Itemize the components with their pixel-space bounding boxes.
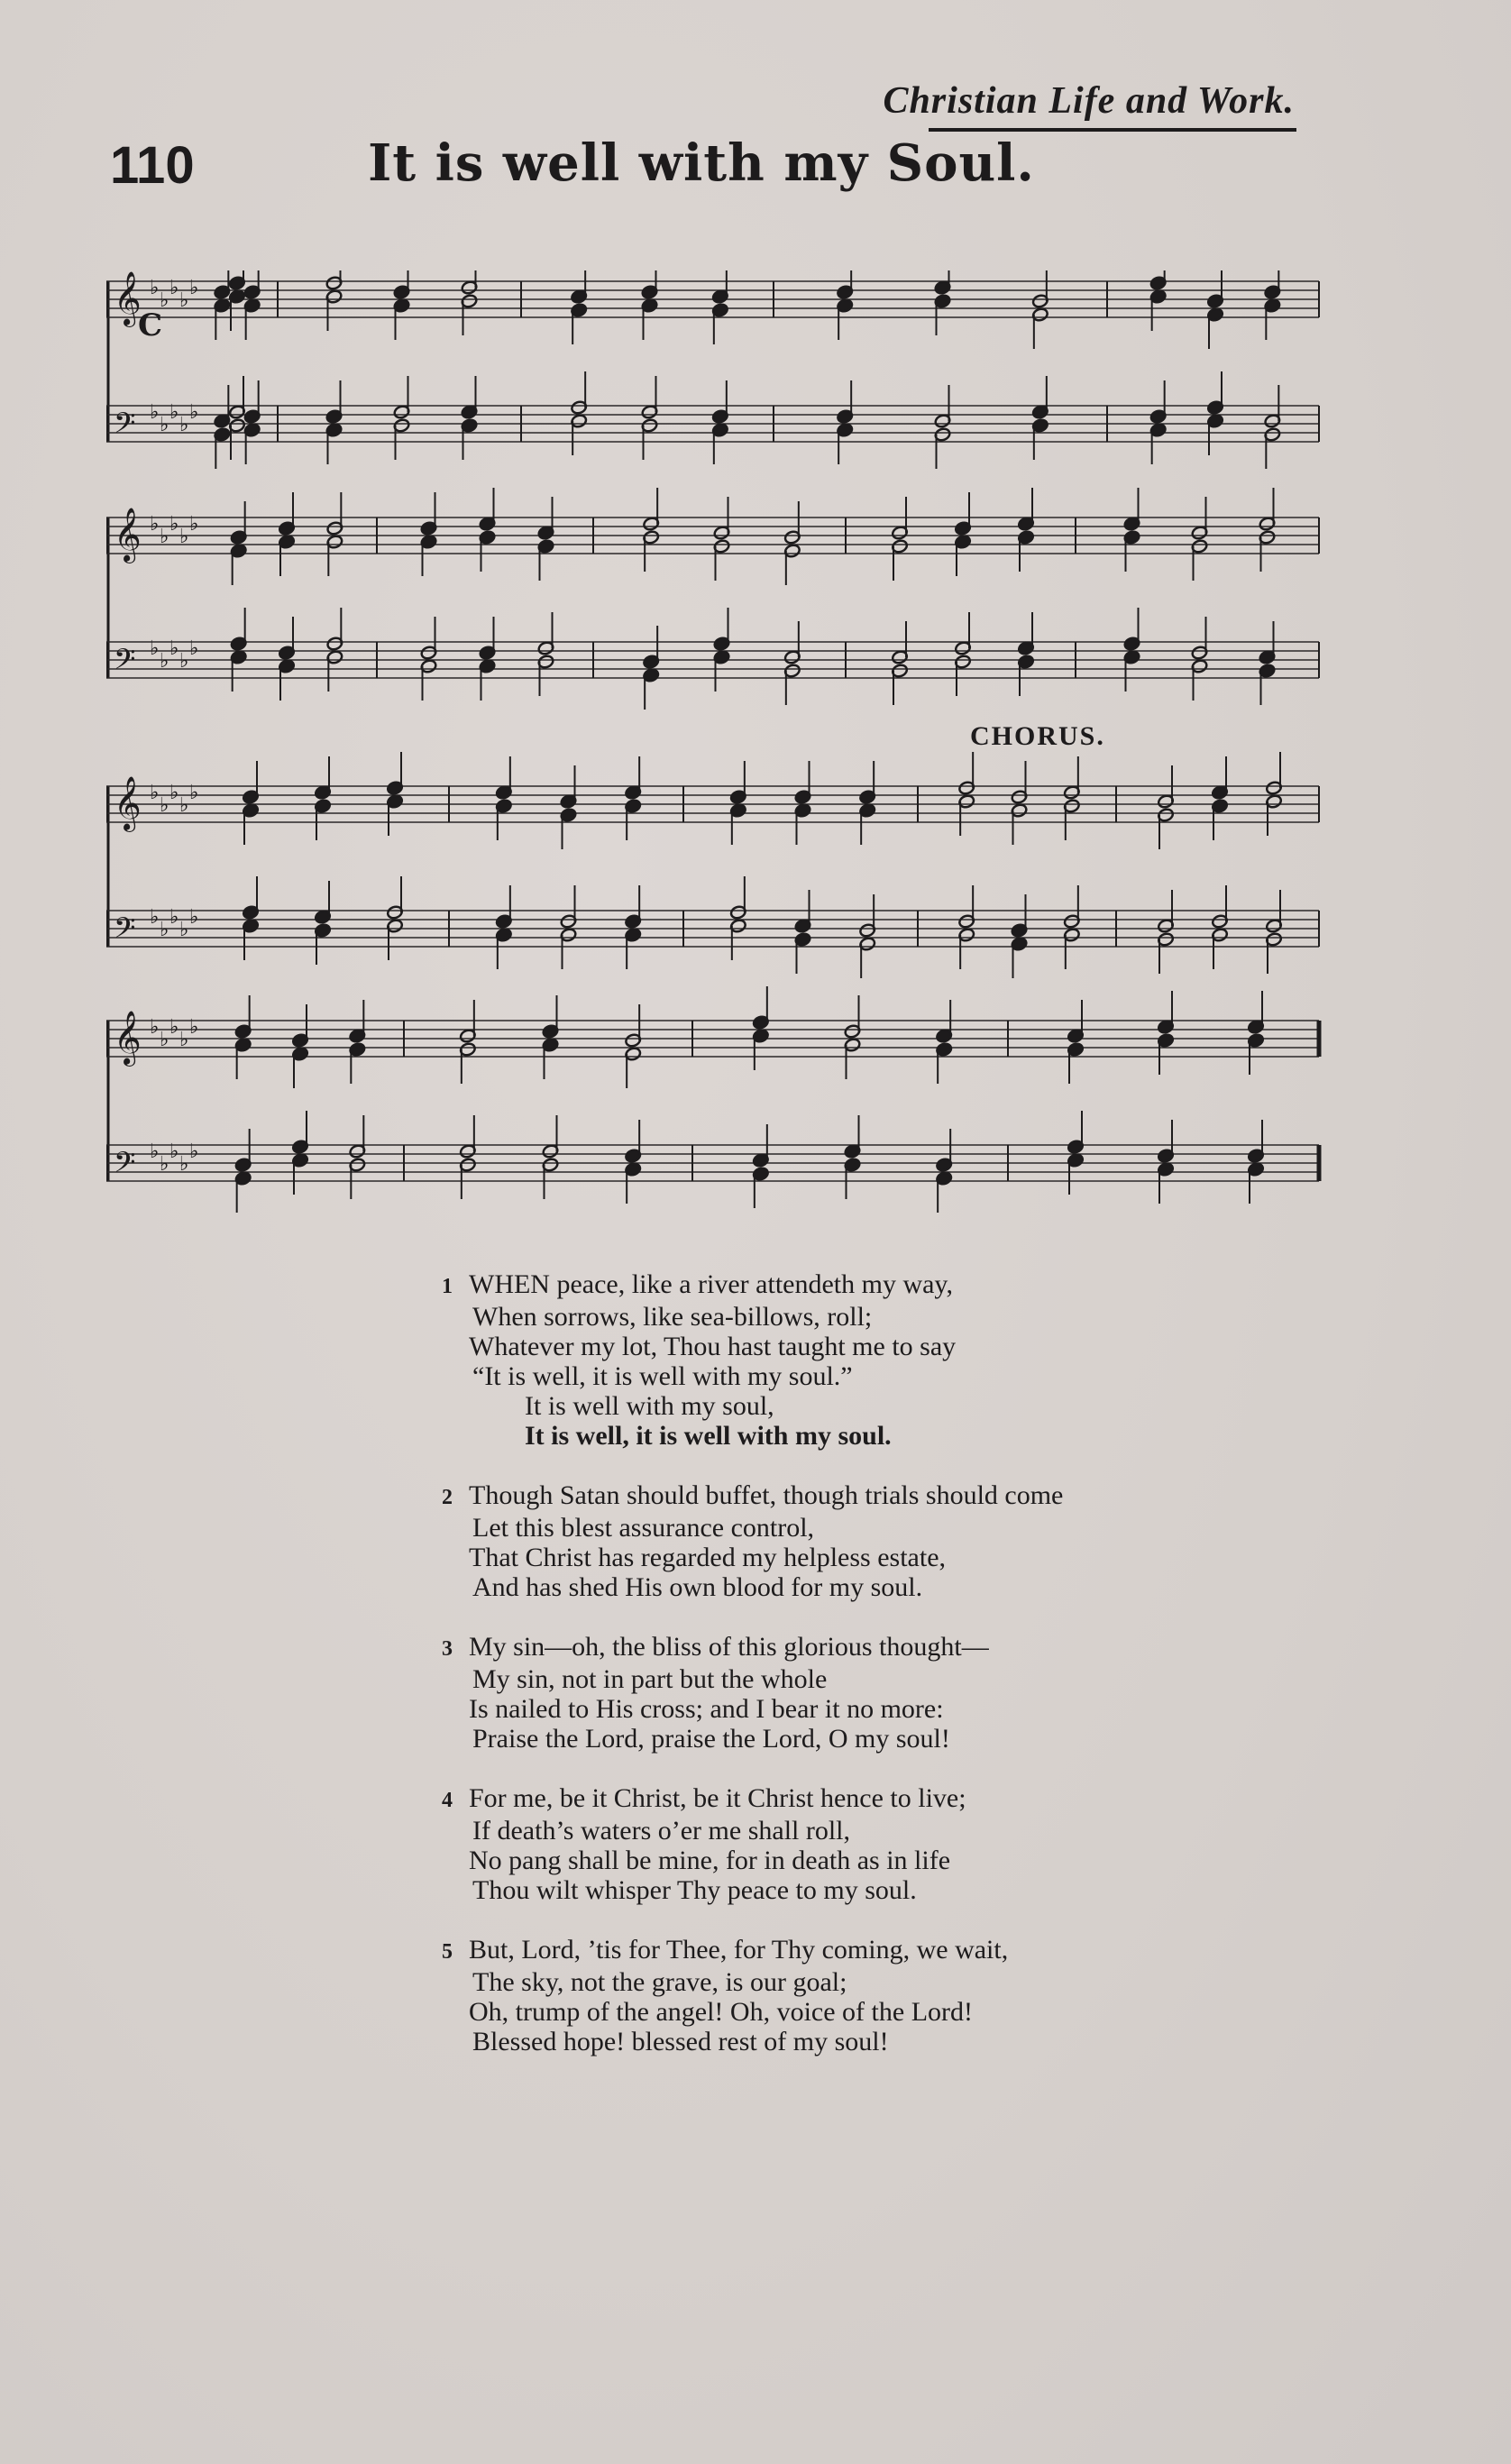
verse-text: Is nailed to His cross; and I bear it no more: xyxy=(469,1694,944,1724)
verse-line xyxy=(415,1783,1226,1816)
flat-icon: ♭ xyxy=(160,1153,169,1176)
common-time-icon: C xyxy=(138,307,163,343)
verse-line: It is well with my soul, xyxy=(525,1391,774,1421)
verse-text: Whatever my lot, Thou hast taught me to say xyxy=(469,1332,957,1361)
flat-icon: ♭ xyxy=(189,637,199,660)
flat-icon: ♭ xyxy=(179,1029,189,1051)
verse-line: When sorrows, like sea-billows, roll; xyxy=(472,1302,873,1332)
section-heading: Christian Life and Work. xyxy=(883,80,1295,122)
verse-5 xyxy=(415,1935,1226,2056)
flat-icon: ♭ xyxy=(179,1153,189,1176)
flat-icon: ♭ xyxy=(160,414,169,436)
verse-text: My sin—oh, the bliss of this glorious thought— xyxy=(469,1632,989,1662)
verse-3 xyxy=(415,1632,1226,1754)
verse-line: Blessed hope! blessed rest of my soul! xyxy=(472,2027,889,2056)
verse-line: The sky, not the grave, is our goal; xyxy=(472,1967,847,1997)
verse-line xyxy=(415,1543,1226,1572)
flat-icon: ♭ xyxy=(189,782,199,804)
flat-icon: ♭ xyxy=(189,1016,199,1039)
verse-text: No pang shall be mine, for in death as in life xyxy=(469,1846,951,1875)
bass-clef-icon: 𝄢 xyxy=(114,407,136,446)
flat-icon: ♭ xyxy=(150,782,160,804)
verse-line xyxy=(415,1694,1226,1724)
flat-icon: ♭ xyxy=(150,637,160,660)
flat-icon: ♭ xyxy=(169,1016,179,1039)
treble-clef-icon: 𝄞 xyxy=(114,271,142,325)
bass-clef-icon: 𝄢 xyxy=(114,1146,136,1186)
flat-icon: ♭ xyxy=(169,401,179,424)
flat-icon: ♭ xyxy=(179,289,189,312)
flat-icon: ♭ xyxy=(189,1140,199,1163)
verse-line: Praise the Lord, praise the Lord, O my soul! xyxy=(472,1724,950,1754)
heading-rule xyxy=(929,128,1296,132)
flat-icon: ♭ xyxy=(169,1140,179,1163)
flat-icon: ♭ xyxy=(160,526,169,548)
verse-line xyxy=(415,1846,1226,1875)
treble-clef-icon: 𝄞 xyxy=(114,1011,142,1065)
flat-icon: ♭ xyxy=(169,637,179,660)
music-systems xyxy=(106,270,1319,1213)
flat-icon: ♭ xyxy=(169,513,179,536)
verse-line xyxy=(415,1935,1226,1967)
verse-text: Oh, trump of the angel! Oh, voice of the Lord! xyxy=(469,1997,973,2027)
verse-line: “It is well, it is well with my soul.” xyxy=(472,1361,853,1391)
verse-number: 1 xyxy=(442,1275,453,1298)
flat-icon: ♭ xyxy=(150,906,160,929)
verse-number: 5 xyxy=(442,1940,453,1964)
flat-icon: ♭ xyxy=(179,650,189,673)
flat-icon: ♭ xyxy=(189,401,199,424)
flat-icon: ♭ xyxy=(160,650,169,673)
verse-text: But, Lord, ’tis for Thee, for Thy coming, we wait, xyxy=(469,1935,1009,1965)
flat-icon: ♭ xyxy=(160,794,169,817)
flat-icon: ♭ xyxy=(150,401,160,424)
verse-number: 3 xyxy=(442,1637,453,1661)
bass-clef-icon: 𝄢 xyxy=(114,911,136,951)
verse-line xyxy=(415,1480,1226,1513)
verse-line: Thou wilt whisper Thy peace to my soul. xyxy=(472,1875,917,1905)
hymn-title-text: It is well with my Soul. xyxy=(368,133,1035,193)
verse-4 xyxy=(415,1783,1226,1905)
verse-line xyxy=(415,1997,1226,2027)
flat-icon: ♭ xyxy=(169,782,179,804)
flat-icon: ♭ xyxy=(160,1029,169,1051)
flat-icon: ♭ xyxy=(189,277,199,299)
flat-icon: ♭ xyxy=(160,919,169,941)
flat-icon: ♭ xyxy=(179,919,189,941)
flat-icon: ♭ xyxy=(160,289,169,312)
verse-line: If death’s waters o’er me shall roll, xyxy=(472,1816,851,1846)
hymn-number: 110 xyxy=(110,136,195,195)
verse-1 xyxy=(415,1269,1226,1451)
verse-text: That Christ has regarded my helpless estate, xyxy=(469,1543,947,1572)
verse-line: It is well, it is well with my soul. xyxy=(525,1421,892,1451)
verse-number: 2 xyxy=(442,1486,453,1509)
verses xyxy=(415,1269,1226,2086)
flat-icon: ♭ xyxy=(189,513,199,536)
flat-icon: ♭ xyxy=(150,513,160,536)
verse-line: And has shed His own blood for my soul. xyxy=(472,1572,923,1602)
verse-line xyxy=(415,1632,1226,1664)
chorus-label: CHORUS. xyxy=(970,721,1105,751)
verse-text: WHEN peace, like a river attendeth my way, xyxy=(469,1269,953,1299)
treble-clef-icon: 𝄞 xyxy=(114,508,142,562)
treble-clef-icon: 𝄞 xyxy=(114,776,142,830)
flat-icon: ♭ xyxy=(179,414,189,436)
verse-number: 4 xyxy=(442,1789,453,1812)
flat-icon: ♭ xyxy=(150,277,160,299)
verse-line: Let this blest assurance control, xyxy=(472,1513,815,1543)
verse-line: My sin, not in part but the whole xyxy=(472,1664,828,1694)
flat-icon: ♭ xyxy=(179,526,189,548)
flat-icon: ♭ xyxy=(169,906,179,929)
verse-text: Though Satan should buffet, though trials should come xyxy=(469,1480,1064,1510)
verse-text: For me, be it Christ, be it Christ hence to live; xyxy=(469,1783,966,1813)
verse-line xyxy=(415,1269,1226,1302)
bass-clef-icon: 𝄢 xyxy=(114,643,136,682)
flat-icon: ♭ xyxy=(179,794,189,817)
hymn-title xyxy=(0,133,1511,193)
verse-2 xyxy=(415,1480,1226,1602)
verse-line xyxy=(415,1332,1226,1361)
flat-icon: ♭ xyxy=(150,1140,160,1163)
flat-icon: ♭ xyxy=(150,1016,160,1039)
music-score xyxy=(106,270,1323,1217)
flat-icon: ♭ xyxy=(169,277,179,299)
flat-icon: ♭ xyxy=(189,906,199,929)
